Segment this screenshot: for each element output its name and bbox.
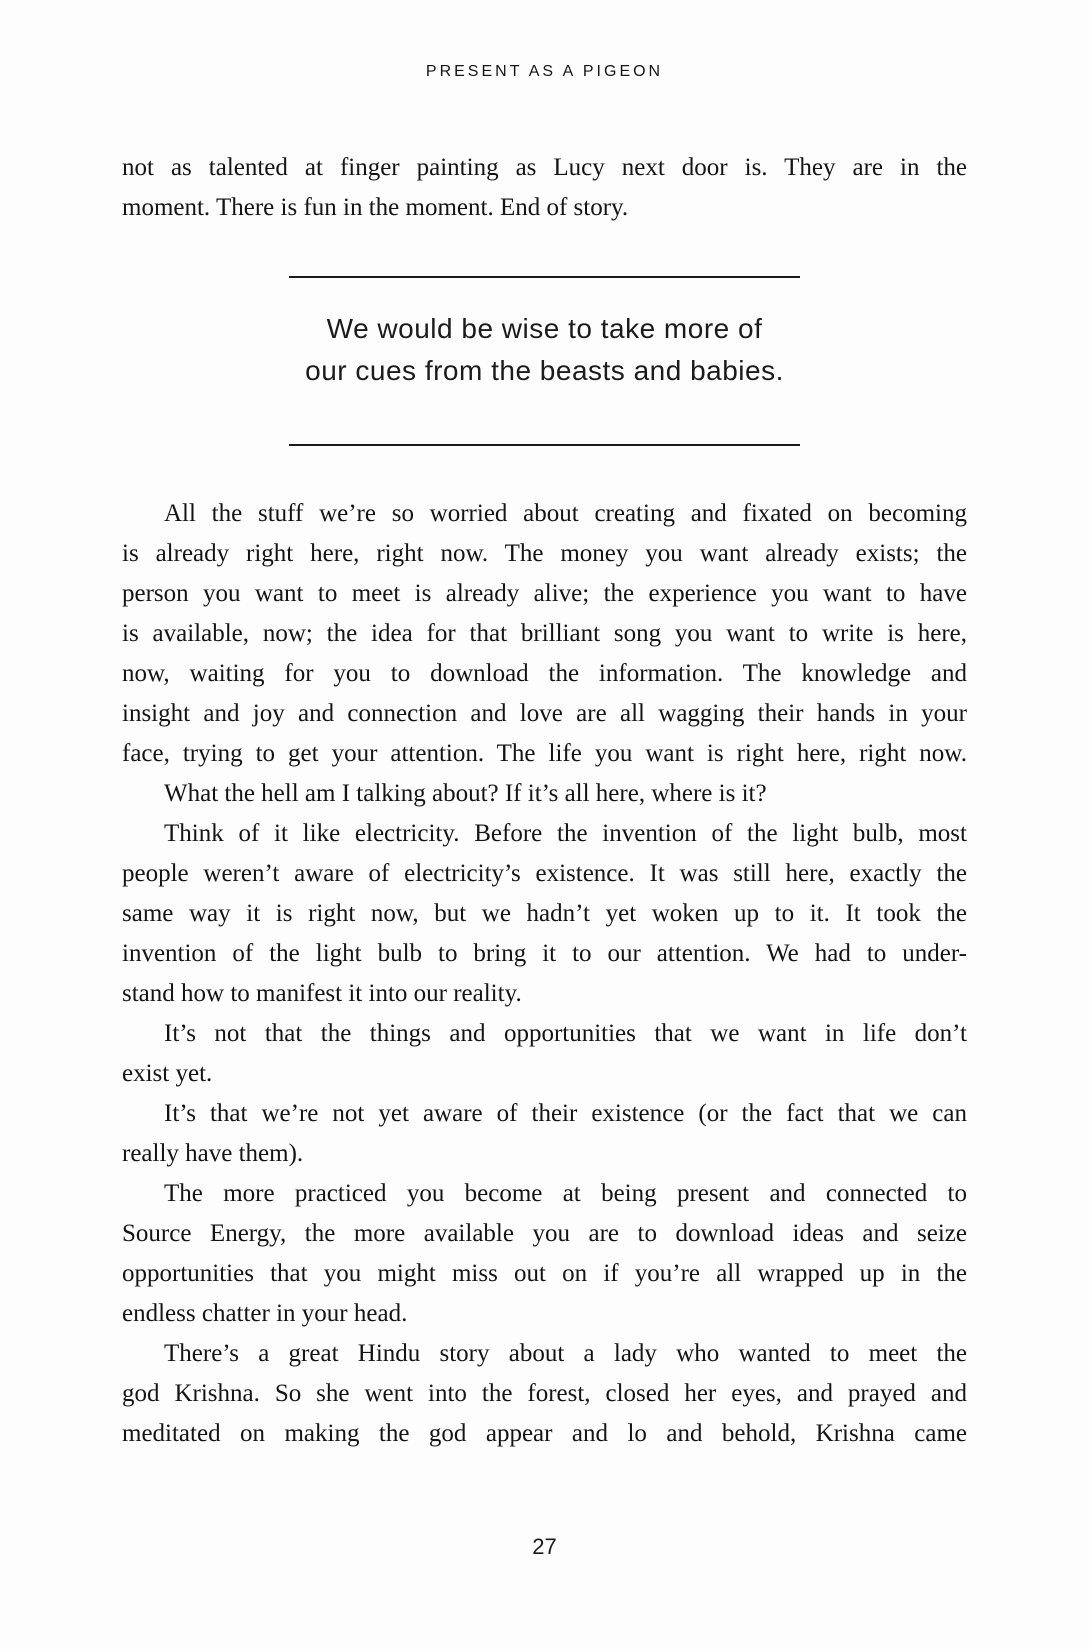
text-line: stand how to manifest it into our reality.: [122, 980, 522, 1007]
body-paragraphs: [122, 494, 967, 1454]
pull-quote-line: We would be wise to take more of: [326, 313, 763, 344]
text-line: god Krishna. So she went into the forest, closed her eyes, and prayed and: [122, 1380, 967, 1407]
text-line: people weren’t aware of electricity’s existence. It was still here, exactly the: [122, 860, 967, 887]
text-line: It’s not that the things and opportunities that we want in life don’t: [164, 1020, 967, 1047]
running-header: PRESENT AS A PIGEON: [425, 63, 664, 80]
text-line: same way it is right now, but we hadn’t yet woken up to it. It took the: [122, 900, 967, 927]
text-line: All the stuff we’re so worried about creating and fixated on becoming: [164, 500, 967, 527]
text-line: really have them).: [122, 1140, 304, 1167]
text-column: [122, 148, 967, 1454]
text-line: is already right here, right now. The money you want already exists; the: [122, 540, 967, 567]
text-line: It’s that we’re not yet aware of their existence (or the fact that we can: [164, 1100, 967, 1127]
text-line: is available, now; the idea for that brilliant song you want to write is here,: [122, 620, 967, 647]
text-line: opportunities that you might miss out on if you’re all wrapped up in the: [122, 1260, 967, 1287]
text-line: What the hell am I talking about? If it’s all here, where is it?: [164, 780, 767, 807]
intro-paragraph: [122, 148, 967, 228]
text-line: meditated on making the god appear and lo and behold, Krishna came: [122, 1420, 967, 1447]
text-line: moment. There is fun in the moment. End of story.: [122, 194, 629, 221]
text-line: face, trying to get your attention. The life you want is right here, right now.: [122, 740, 967, 767]
divider-rule-bottom: [289, 444, 800, 446]
text-line: person you want to meet is already alive; the experience you want to have: [122, 580, 967, 607]
divider-rule-top: [289, 276, 800, 278]
page-number: 27: [532, 1534, 557, 1559]
text-line: invention of the light bulb to bring it to our attention. We had to under-: [122, 940, 967, 967]
pull-quote: [122, 308, 967, 392]
text-line: insight and joy and connection and love are all wagging their hands in your: [122, 700, 967, 727]
text-line: now, waiting for you to download the information. The knowledge and: [122, 660, 967, 687]
text-line: Think of it like electricity. Before the invention of the light bulb, most: [164, 820, 967, 847]
text-line: There’s a great Hindu story about a lady who wanted to meet the: [164, 1340, 967, 1367]
text-line: Source Energy, the more available you are to download ideas and seize: [122, 1220, 967, 1247]
text-line: not as talented at finger painting as Lucy next door is. They are in the: [122, 154, 967, 181]
pull-quote-line: our cues from the beasts and babies.: [305, 355, 784, 386]
text-line: The more practiced you become at being present and connected to: [164, 1180, 967, 1207]
text-line: endless chatter in your head.: [122, 1300, 408, 1327]
text-line: exist yet.: [122, 1060, 213, 1087]
